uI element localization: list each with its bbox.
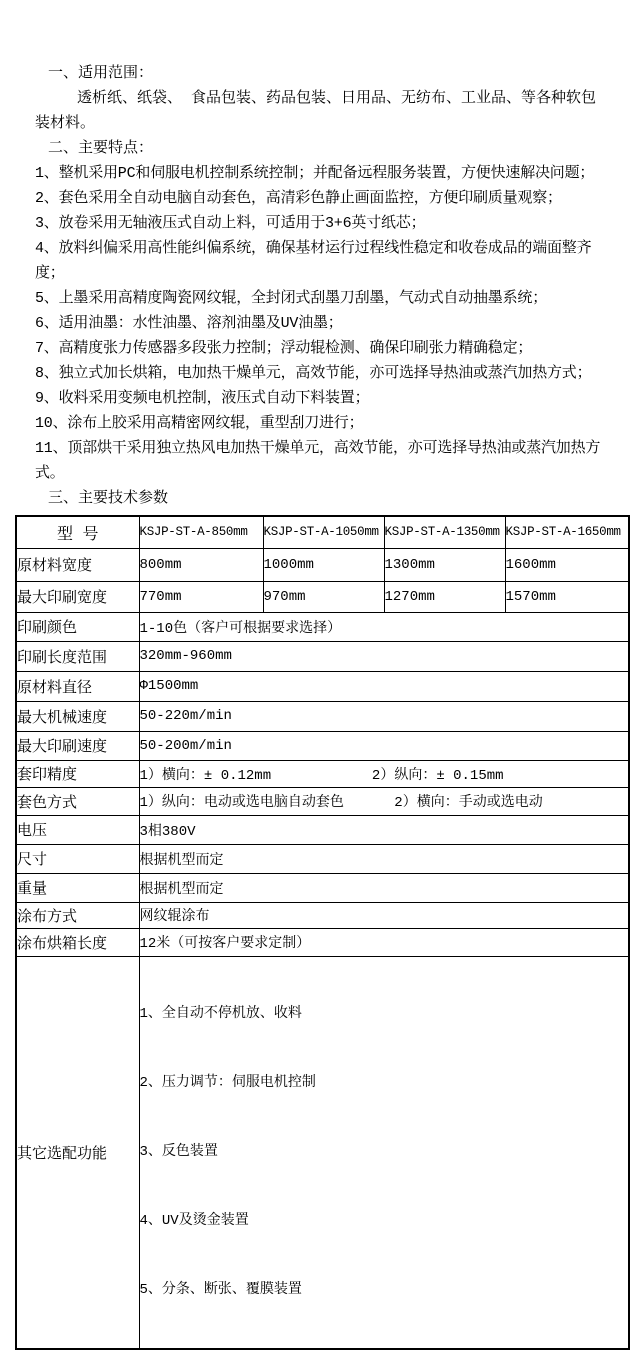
spec-row xyxy=(16,928,629,956)
feature-item: 7、高精度张力传感器多段张力控制；浮动辊检测、确保印刷张力精确稳定； xyxy=(35,340,533,357)
model-cell: KSJP-ST-A-850mm xyxy=(139,516,263,548)
spec-label: 原材料宽度 xyxy=(16,548,139,581)
spec-row xyxy=(16,760,629,787)
feature-item: 4、放料纠偏采用高性能纠偏系统，确保基材运行过程线性稳定和收卷成品的端面整齐度； xyxy=(35,240,592,282)
spec-label: 电压 xyxy=(16,815,139,844)
section-heading-specs: 三、主要技术参数 xyxy=(48,490,169,507)
spec-label: 涂布烘箱长度 xyxy=(16,928,139,956)
spec-row xyxy=(16,902,629,928)
spec-value: 1300mm xyxy=(384,548,505,581)
spec-value: 1570mm xyxy=(505,581,629,612)
spec-value: 970mm xyxy=(263,581,384,612)
spec-row-options xyxy=(16,956,629,1349)
spec-value: 50-200m/min xyxy=(139,731,629,760)
spec-value: 1270mm xyxy=(384,581,505,612)
spec-value: 1-10色（客户可根据要求选择） xyxy=(139,612,629,641)
spec-label: 套色方式 xyxy=(16,787,139,815)
spec-row xyxy=(16,701,629,731)
section-heading-features: 二、主要特点： xyxy=(48,140,154,157)
document-body xyxy=(0,0,640,511)
spec-row xyxy=(16,873,629,902)
spec-row xyxy=(16,815,629,844)
spec-label: 印刷颜色 xyxy=(16,612,139,641)
spec-row xyxy=(16,641,629,671)
spec-row xyxy=(16,671,629,701)
spec-label: 最大机械速度 xyxy=(16,701,139,731)
spec-label: 尺寸 xyxy=(16,844,139,873)
feature-item: 9、收料采用变频电机控制，液压式自动下料装置； xyxy=(35,390,370,407)
feature-item: 1、整机采用PC和伺服电机控制系统控制；并配备远程服务装置，方便快速解决问题； xyxy=(35,165,595,182)
spec-row xyxy=(16,787,629,815)
spec-value: 800mm xyxy=(139,548,263,581)
spec-value: 1600mm xyxy=(505,548,629,581)
spec-label-model: 型 号 xyxy=(16,516,139,548)
spec-value: 网纹辊涂布 xyxy=(139,902,629,928)
spec-row xyxy=(16,612,629,641)
model-cell: KSJP-ST-A-1050mm xyxy=(263,516,384,548)
spec-value: 1）横向：± 0.12mm 2）纵向：± 0.15mm xyxy=(139,760,629,787)
feature-item: 3、放卷采用无轴液压式自动上料，可适用于3+6英寸纸芯； xyxy=(35,215,426,232)
feature-item: 6、适用油墨：水性油墨、溶剂油墨及UV油墨； xyxy=(35,315,343,332)
option-line: 1、全自动不停机放、收料 xyxy=(139,1005,302,1022)
spec-value: 根据机型而定 xyxy=(139,873,629,902)
model-cell: KSJP-ST-A-1350mm xyxy=(384,516,505,548)
spec-value: 1）纵向：电动或选电脑自动套色 2）横向：手动或选电动 xyxy=(139,787,629,815)
spec-value: 50-220m/min xyxy=(139,701,629,731)
spec-value-options xyxy=(139,956,629,1349)
spec-row-model xyxy=(16,516,629,548)
spec-value: 3相380V xyxy=(139,815,629,844)
feature-item: 8、独立式加长烘箱，电加热干燥单元，高效节能，亦可选择导热油或蒸汽加热方式； xyxy=(35,365,592,382)
spec-value: 770mm xyxy=(139,581,263,612)
spec-label: 其它选配功能 xyxy=(16,956,139,1349)
feature-item: 11、顶部烘干采用独立热风电加热干燥单元，高效节能，亦可选择导热油或蒸汽加热方式。 xyxy=(35,440,601,482)
spec-value: Φ1500mm xyxy=(139,671,629,701)
specs-table xyxy=(15,515,630,1350)
spec-row xyxy=(16,581,629,612)
spec-label: 印刷长度范围 xyxy=(16,641,139,671)
spec-label: 涂布方式 xyxy=(16,902,139,928)
option-line: 5、分条、断张、覆膜装置 xyxy=(139,1281,302,1298)
scope-paragraph: 透析纸、纸袋、 食品包装、药品包装、日用品、无纺布、工业品、等各种软包装材料。 xyxy=(35,90,597,132)
spec-value: 根据机型而定 xyxy=(139,844,629,873)
spec-value: 320mm-960mm xyxy=(139,641,629,671)
feature-item: 2、套色采用全自动电脑自动套色，高清彩色静止画面监控，方便印刷质量观察； xyxy=(35,190,562,207)
spec-label: 重量 xyxy=(16,873,139,902)
spec-row xyxy=(16,731,629,760)
spec-value: 12米（可按客户要求定制） xyxy=(139,928,629,956)
model-cell: KSJP-ST-A-1650mm xyxy=(505,516,629,548)
option-line: 2、压力调节：伺服电机控制 xyxy=(139,1074,316,1091)
spec-label: 最大印刷宽度 xyxy=(16,581,139,612)
spec-row xyxy=(16,548,629,581)
spec-label: 套印精度 xyxy=(16,760,139,787)
spec-row xyxy=(16,844,629,873)
spec-label: 最大印刷速度 xyxy=(16,731,139,760)
section-heading-scope: 一、适用范围： xyxy=(48,65,154,82)
option-line: 4、UV及烫金装置 xyxy=(139,1212,249,1229)
feature-item: 10、涂布上胶采用高精密网纹辊，重型刮刀进行； xyxy=(35,415,364,432)
option-line: 3、反色装置 xyxy=(139,1143,218,1160)
spec-label: 原材料直径 xyxy=(16,671,139,701)
spec-value: 1000mm xyxy=(263,548,384,581)
feature-item: 5、上墨采用高精度陶瓷网纹辊，全封闭式刮墨刀刮墨，气动式自动抽墨系统； xyxy=(35,290,548,307)
